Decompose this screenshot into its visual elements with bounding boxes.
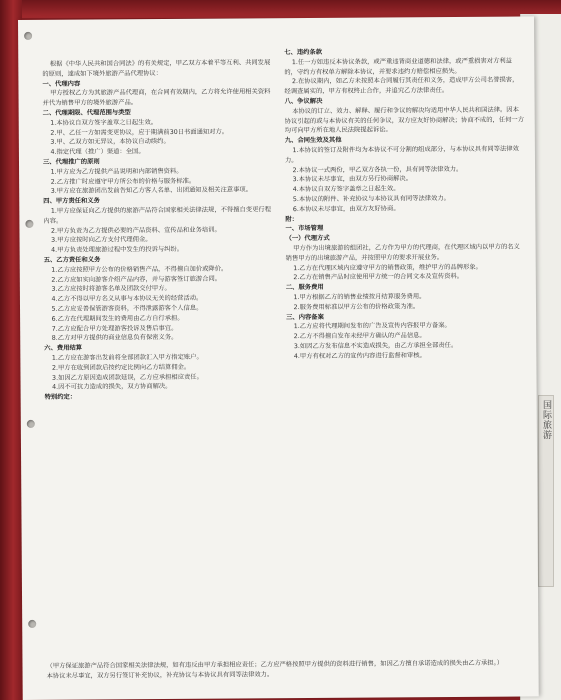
paragraph: 1.任一方如违反本协议条款，或严重违背商业道德和法律，或严重损害对方利益的，守约方有权单方解除本协议，并要求违约方赔偿相应损失。 [284,57,512,76]
paragraph: 本协议未尽事宜，双方另行签订补充协议，补充协议与本协议具有同等法律效力。 [46,671,274,680]
paragraph: 1.本协议的签订及附件均为本协议不可分割的组成部分，与本协议具有同等法律效力。 [284,145,519,164]
paragraph: 4.甲方负责处理旅游过程中发生的投诉与纠纷。 [51,245,184,254]
paragraph: 1.乙方应按照甲方公布的价格销售产品，不得擅自加价或降价。 [51,265,228,274]
paragraph: 2.甲方在收到团款后按约定比例向乙方结算佣金。 [51,363,191,372]
paragraph: 2.甲方负责为乙方提供必要的产品资料、宣传品和业务培训。 [50,226,221,235]
section-heading: 一、市场管理 [285,225,324,233]
paragraph: 3.如因乙方原因造成团款延误，乙方应承担相应责任。 [52,373,203,382]
section-heading: 二、代理期限、代理范围与类型 [42,109,131,117]
section-heading: 二、服务费用 [285,283,324,292]
paragraph: 2.乙方应如实向游客介绍产品内容，并与游客签订旅游合同。 [51,275,222,284]
contract-page [18,16,539,700]
punch-hole [28,620,36,628]
paragraph: 1.甲方根据乙方的销售业绩按月结算服务费用。 [293,293,426,302]
paragraph: 4.甲方有权对乙方的宣传内容进行监督和审核。 [293,351,426,360]
paragraph: 1.乙方应在游客出发前将全部团款汇入甲方指定账户。 [51,353,203,362]
section-heading: 三、内容备案 [286,313,324,321]
paragraph: （甲方保证旅游产品符合国家相关法律法规，如有违反由甲方承担相应责任；乙方应严格按照甲方提供的资料进行销售，如因乙方擅自承诺造成的损失由乙方承担。） [46,659,504,670]
section-heading: （一）代理方式 [285,234,330,243]
section-heading: 九、合同生效及其他 [284,136,342,145]
paragraph: 甲方作为出境旅游的组团社，乙方作为甲方的代理商，在代理区域内以甲方的名义销售甲方的出境旅游产品，并按照甲方的要求开展业务。 [285,243,520,262]
paragraph: 3.如因乙方发布信息不实造成损失，由乙方承担全部责任。 [293,341,458,350]
paragraph: 2.乙方不得擅自发布未经甲方确认的产品信息。 [293,332,426,341]
paragraph: 甲方授权乙方为其旅游产品代理商，在合同有效期内，乙方将允许使用相关资料并代为销售甲方的境外旅游产品。 [42,88,271,108]
side-tab-label: 国际旅游 [541,400,551,440]
binder-cover-top [0,0,561,18]
punch-hole [24,32,32,40]
section-heading: 七、违约条款 [284,48,323,57]
paragraph: 2.服务费用标准以甲方公布的价格政策为准。 [293,302,420,311]
paragraph: 3.甲方应在旅游团出发前告知乙方客人名单、出团通知及相关注意事项。 [50,186,252,196]
punch-hole [27,420,35,428]
paragraph: 3.甲、乙双方如无异议，本协议自动续约。 [50,138,170,147]
paragraph: 1.乙方应将代理期间发布的广告及宣传内容报甲方备案。 [293,322,451,331]
paragraph: 1.本协议自双方签字盖章之日起生效。 [50,118,158,127]
punch-hole [25,220,33,228]
paragraph: 4.因不可抗力造成的损失，双方协商解决。 [52,383,172,392]
section-heading: 五、乙方责任和义务 [43,256,101,264]
paragraph: 4.本协议自双方签字盖章之日起生效。 [292,185,400,194]
paragraph: 6.乙方在代理期间发生的费用由乙方自行承担。 [51,314,184,323]
paragraph: 6.本协议未尽事宜，由双方友好协商。 [292,205,400,213]
paragraph: 2.甲、乙任一方如需变更协议，应于期满前30日书面通知对方。 [50,128,229,137]
paragraph: 3.乙方应按时将游客名单及团款交付甲方。 [51,285,171,294]
section-heading: 八、争议解决 [284,97,323,106]
paragraph: 本协议的订立、效力、解释、履行和争议的解决均适用中华人民共和国法律。因本协议引起的或与本协议有关的任何争议，双方应友好协商解决；协商不成的，任何一方均可向甲方所在地人民法院提起诉讼。 [284,106,525,135]
paragraph: 7.乙方应配合甲方处理游客投诉及售后事宜。 [51,324,178,333]
right-column [284,46,528,658]
section-heading: 六、费用结算 [44,344,83,352]
paragraph: 4.乙方不得以甲方名义从事与本协议无关的经营活动。 [51,294,203,303]
paragraph: 3.甲方应按时向乙方支付代理佣金。 [51,236,152,245]
section-heading: 四、甲方责任和义务 [43,197,100,205]
paragraph: 2.乙方在销售产品时应使用甲方统一的合同文本及宣传资料。 [293,273,464,282]
paragraph: 根据《中华人民共和国合同法》的有关规定，甲乙双方本着平等互利、共同发展的原则，達成如下境外旅游产品代理协议： [42,59,271,78]
paragraph: 5.本协议的附件、补充协议与本协议具有同等法律效力。 [292,194,450,204]
paragraph: 1.甲方应保证向乙方提供的旅游产品符合国家相关法律法规，不得擅自变更行程内容。 [43,206,272,225]
paragraph: 5.乙方应妥善保管游客资料，不得泄露游客个人信息。 [51,304,203,313]
left-column [42,58,278,660]
bottom-notes [46,658,530,681]
section-heading: 特别约定： [44,393,77,401]
section-heading: 附： [285,215,299,223]
paragraph: 4.指定代理（推广）渠道：全国。 [50,148,145,156]
paragraph: 1.甲方应为乙方提供产品说明和内部销售资料。 [50,167,183,176]
paragraph: 2.在协议期内，如乙方未按照本合同履行其责任和义务，造成甲方公司名誉损害，经调查属实的，甲方有权终止合作，并追究乙方法律责任。 [284,76,519,96]
paragraph: 2.本协议一式两份，甲乙双方各执一份，具有同等法律效力。 [292,165,463,174]
section-heading: 一、代理内容 [42,80,81,88]
paragraph: 8.乙方对甲方提供的商业信息负有保密义务。 [51,334,178,343]
paragraph: 1.乙方在代理区域内应遵守甲方的销售政策，维护甲方的品牌形象。 [293,263,482,272]
section-heading: 三、代理推广的原则 [42,158,100,166]
paragraph: 3.本协议未尽事宜，由双方另行协商解决。 [292,175,413,184]
paragraph: 2.乙方推广时应遵守甲方所公布的价格与服务标准。 [50,177,196,186]
